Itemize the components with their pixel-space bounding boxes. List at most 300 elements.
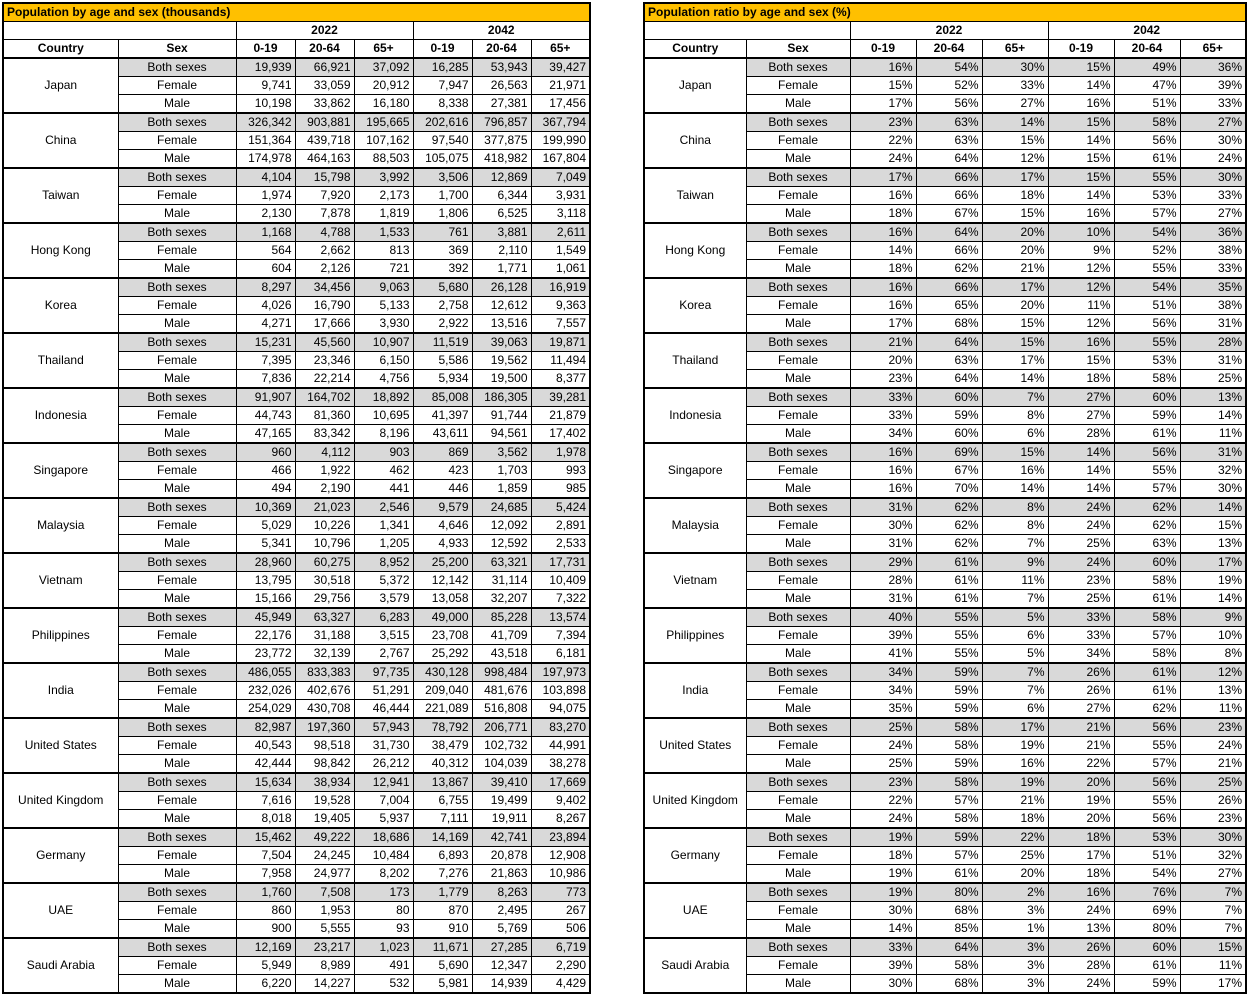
value-cell: 1,974 bbox=[236, 187, 295, 205]
sex-label-cell: Male bbox=[118, 920, 236, 939]
value-cell: 45,560 bbox=[295, 333, 354, 352]
value-cell: 33% bbox=[850, 938, 916, 957]
table-row bbox=[3, 608, 590, 627]
sex-label-cell: Both sexes bbox=[118, 663, 236, 682]
value-cell: 16% bbox=[1048, 883, 1114, 902]
value-cell: 761 bbox=[413, 223, 472, 242]
value-cell: 15% bbox=[1048, 168, 1114, 187]
value-cell: 5,680 bbox=[413, 278, 472, 297]
value-cell: 53,943 bbox=[472, 58, 531, 77]
value-cell: 26,128 bbox=[472, 278, 531, 297]
value-cell: 61% bbox=[916, 572, 982, 590]
value-cell: 25% bbox=[850, 718, 916, 737]
value-cell: 62% bbox=[1114, 700, 1180, 719]
value-cell: 25% bbox=[1180, 773, 1246, 792]
value-cell: 61% bbox=[1114, 957, 1180, 975]
value-cell: 993 bbox=[531, 462, 590, 480]
value-cell: 59% bbox=[1114, 975, 1180, 994]
sex-label-cell: Female bbox=[746, 737, 850, 755]
value-cell: 4,026 bbox=[236, 297, 295, 315]
value-cell: 15% bbox=[1048, 150, 1114, 169]
value-cell: 206,771 bbox=[472, 718, 531, 737]
table-row bbox=[3, 938, 590, 957]
value-cell: 98,842 bbox=[295, 755, 354, 774]
sex-column-header: Sex bbox=[118, 40, 236, 59]
value-cell: 16% bbox=[982, 462, 1048, 480]
value-cell: 18% bbox=[1048, 828, 1114, 847]
value-cell: 23% bbox=[1180, 718, 1246, 737]
value-cell: 51% bbox=[1114, 95, 1180, 114]
value-cell: 14% bbox=[982, 370, 1048, 389]
sex-label-cell: Both sexes bbox=[118, 333, 236, 352]
sex-label-cell: Female bbox=[746, 902, 850, 920]
value-cell: 26% bbox=[1180, 792, 1246, 810]
value-cell: 16% bbox=[850, 223, 916, 242]
value-cell: 25% bbox=[1180, 370, 1246, 389]
value-cell: 56% bbox=[1114, 132, 1180, 150]
sex-label-cell: Male bbox=[118, 755, 236, 774]
sex-label-cell: Both sexes bbox=[746, 938, 850, 957]
sex-label-cell: Female bbox=[746, 187, 850, 205]
value-cell: 59% bbox=[916, 700, 982, 719]
sex-label-cell: Male bbox=[746, 370, 850, 389]
value-cell: 7,557 bbox=[531, 315, 590, 334]
table-row bbox=[3, 718, 590, 737]
value-cell: 392 bbox=[413, 260, 472, 279]
age-group-header: 65+ bbox=[1180, 40, 1246, 59]
value-cell: 195,665 bbox=[354, 113, 413, 132]
value-cell: 232,026 bbox=[236, 682, 295, 700]
value-cell: 33% bbox=[1180, 260, 1246, 279]
value-cell: 7,616 bbox=[236, 792, 295, 810]
value-cell: 63% bbox=[1114, 535, 1180, 554]
sex-label-cell: Both sexes bbox=[118, 443, 236, 462]
value-cell: 15% bbox=[982, 443, 1048, 462]
value-cell: 33% bbox=[1048, 608, 1114, 627]
country-cell: Vietnam bbox=[644, 553, 746, 608]
value-cell: 12% bbox=[1180, 663, 1246, 682]
sex-label-cell: Both sexes bbox=[746, 718, 850, 737]
value-cell: 59% bbox=[916, 663, 982, 682]
value-cell: 22% bbox=[850, 132, 916, 150]
value-cell: 20% bbox=[982, 297, 1048, 315]
value-cell: 33% bbox=[1180, 187, 1246, 205]
value-cell: 51% bbox=[1114, 297, 1180, 315]
value-cell: 30% bbox=[1180, 480, 1246, 499]
value-cell: 11% bbox=[1180, 957, 1246, 975]
value-cell: 7% bbox=[982, 682, 1048, 700]
country-cell: Hong Kong bbox=[3, 223, 118, 278]
value-cell: 76% bbox=[1114, 883, 1180, 902]
country-cell: India bbox=[3, 663, 118, 718]
value-cell: 61% bbox=[916, 590, 982, 609]
value-cell: 12,612 bbox=[472, 297, 531, 315]
value-cell: 6,220 bbox=[236, 975, 295, 994]
value-cell: 28% bbox=[1048, 957, 1114, 975]
value-cell: 15,634 bbox=[236, 773, 295, 792]
value-cell: 33% bbox=[982, 77, 1048, 95]
value-cell: 80% bbox=[1114, 920, 1180, 939]
value-cell: 52% bbox=[916, 77, 982, 95]
sex-label-cell: Female bbox=[746, 792, 850, 810]
sex-label-cell: Both sexes bbox=[118, 168, 236, 187]
value-cell: 30% bbox=[1180, 132, 1246, 150]
value-cell: 19,500 bbox=[472, 370, 531, 389]
country-cell: Philippines bbox=[3, 608, 118, 663]
value-cell: 8,952 bbox=[354, 553, 413, 572]
value-cell: 10% bbox=[1048, 223, 1114, 242]
value-cell: 7% bbox=[982, 388, 1048, 407]
table-row bbox=[644, 938, 1246, 957]
value-cell: 30% bbox=[850, 975, 916, 994]
value-cell: 441 bbox=[354, 480, 413, 499]
value-cell: 10,796 bbox=[295, 535, 354, 554]
value-cell: 23% bbox=[850, 370, 916, 389]
value-cell: 57% bbox=[916, 792, 982, 810]
value-cell: 998,484 bbox=[472, 663, 531, 682]
value-cell: 8,377 bbox=[531, 370, 590, 389]
value-cell: 19% bbox=[850, 865, 916, 884]
value-cell: 56% bbox=[1114, 773, 1180, 792]
value-cell: 62% bbox=[916, 517, 982, 535]
value-cell: 2,533 bbox=[531, 535, 590, 554]
value-cell: 17% bbox=[850, 315, 916, 334]
value-cell: 423 bbox=[413, 462, 472, 480]
value-cell: 16,790 bbox=[295, 297, 354, 315]
value-cell: 65% bbox=[916, 297, 982, 315]
value-cell: 2,611 bbox=[531, 223, 590, 242]
value-cell: 55% bbox=[1114, 792, 1180, 810]
value-cell: 56% bbox=[1114, 810, 1180, 829]
sex-label-cell: Both sexes bbox=[746, 443, 850, 462]
value-cell: 28% bbox=[1048, 425, 1114, 444]
table-row bbox=[644, 553, 1246, 572]
value-cell: 2,922 bbox=[413, 315, 472, 334]
sex-label-cell: Both sexes bbox=[746, 498, 850, 517]
sex-label-cell: Male bbox=[746, 645, 850, 664]
value-cell: 38,479 bbox=[413, 737, 472, 755]
value-cell: 17% bbox=[982, 352, 1048, 370]
value-cell: 796,857 bbox=[472, 113, 531, 132]
value-cell: 24% bbox=[850, 150, 916, 169]
value-cell: 30% bbox=[982, 58, 1048, 77]
value-cell: 85,008 bbox=[413, 388, 472, 407]
value-cell: 21% bbox=[1048, 737, 1114, 755]
value-cell: 33% bbox=[1048, 627, 1114, 645]
value-cell: 1,771 bbox=[472, 260, 531, 279]
country-cell: Singapore bbox=[3, 443, 118, 498]
value-cell: 5,981 bbox=[413, 975, 472, 994]
value-cell: 21,023 bbox=[295, 498, 354, 517]
value-cell: 2,767 bbox=[354, 645, 413, 664]
value-cell: 10,369 bbox=[236, 498, 295, 517]
value-cell: 903 bbox=[354, 443, 413, 462]
value-cell: 1,061 bbox=[531, 260, 590, 279]
value-cell: 17,731 bbox=[531, 553, 590, 572]
value-cell: 21% bbox=[850, 333, 916, 352]
value-cell: 64% bbox=[916, 370, 982, 389]
value-cell: 61% bbox=[916, 865, 982, 884]
value-cell: 326,342 bbox=[236, 113, 295, 132]
value-cell: 24,977 bbox=[295, 865, 354, 884]
value-cell: 21% bbox=[982, 792, 1048, 810]
value-cell: 1,859 bbox=[472, 480, 531, 499]
sex-label-cell: Male bbox=[118, 425, 236, 444]
value-cell: 40,543 bbox=[236, 737, 295, 755]
value-cell: 8,196 bbox=[354, 425, 413, 444]
value-cell: 466 bbox=[236, 462, 295, 480]
sex-label-cell: Male bbox=[746, 700, 850, 719]
value-cell: 62% bbox=[916, 535, 982, 554]
sex-label-cell: Both sexes bbox=[118, 608, 236, 627]
sex-label-cell: Female bbox=[746, 352, 850, 370]
value-cell: 9,063 bbox=[354, 278, 413, 297]
sex-label-cell: Both sexes bbox=[118, 828, 236, 847]
value-cell: 439,718 bbox=[295, 132, 354, 150]
value-cell: 33,059 bbox=[295, 77, 354, 95]
value-cell: 53% bbox=[1114, 828, 1180, 847]
value-cell: 24% bbox=[1180, 150, 1246, 169]
sex-label-cell: Female bbox=[118, 132, 236, 150]
value-cell: 83,342 bbox=[295, 425, 354, 444]
sex-label-cell: Both sexes bbox=[746, 333, 850, 352]
country-cell: Malaysia bbox=[644, 498, 746, 553]
sex-label-cell: Both sexes bbox=[118, 278, 236, 297]
value-cell: 59% bbox=[916, 755, 982, 774]
value-cell: 30,518 bbox=[295, 572, 354, 590]
value-cell: 12,592 bbox=[472, 535, 531, 554]
value-cell: 83,270 bbox=[531, 718, 590, 737]
value-cell: 63% bbox=[916, 132, 982, 150]
value-cell: 24,685 bbox=[472, 498, 531, 517]
sex-label-cell: Male bbox=[746, 975, 850, 994]
value-cell: 446 bbox=[413, 480, 472, 499]
value-cell: 16,285 bbox=[413, 58, 472, 77]
value-cell: 833,383 bbox=[295, 663, 354, 682]
country-cell: United States bbox=[3, 718, 118, 773]
sex-label-cell: Both sexes bbox=[118, 223, 236, 242]
table-title: Population ratio by age and sex (%) bbox=[644, 3, 1246, 22]
value-cell: 14% bbox=[1048, 443, 1114, 462]
value-cell: 39,063 bbox=[472, 333, 531, 352]
value-cell: 12% bbox=[982, 150, 1048, 169]
value-cell: 64% bbox=[916, 150, 982, 169]
value-cell: 19% bbox=[982, 737, 1048, 755]
sex-label-cell: Both sexes bbox=[746, 388, 850, 407]
value-cell: 13% bbox=[1048, 920, 1114, 939]
value-cell: 23% bbox=[850, 773, 916, 792]
value-cell: 26,563 bbox=[472, 77, 531, 95]
value-cell: 25% bbox=[1048, 590, 1114, 609]
value-cell: 7,958 bbox=[236, 865, 295, 884]
value-cell: 94,075 bbox=[531, 700, 590, 719]
sex-label-cell: Both sexes bbox=[746, 663, 850, 682]
value-cell: 23,217 bbox=[295, 938, 354, 957]
sex-label-cell: Male bbox=[118, 810, 236, 829]
value-cell: 39% bbox=[850, 627, 916, 645]
value-cell: 16% bbox=[850, 58, 916, 77]
value-cell: 25% bbox=[1048, 535, 1114, 554]
sex-label-cell: Female bbox=[118, 517, 236, 535]
sex-label-cell: Male bbox=[118, 95, 236, 114]
value-cell: 13,795 bbox=[236, 572, 295, 590]
value-cell: 8% bbox=[982, 498, 1048, 517]
value-cell: 39% bbox=[850, 957, 916, 975]
value-cell: 418,982 bbox=[472, 150, 531, 169]
value-cell: 1,205 bbox=[354, 535, 413, 554]
country-cell: China bbox=[644, 113, 746, 168]
value-cell: 491 bbox=[354, 957, 413, 975]
value-cell: 56% bbox=[916, 95, 982, 114]
value-cell: 55% bbox=[916, 627, 982, 645]
value-cell: 14% bbox=[1048, 462, 1114, 480]
value-cell: 9,402 bbox=[531, 792, 590, 810]
value-cell: 66% bbox=[916, 278, 982, 297]
value-cell: 6,344 bbox=[472, 187, 531, 205]
country-cell: Germany bbox=[644, 828, 746, 883]
value-cell: 19% bbox=[850, 828, 916, 847]
value-cell: 10,409 bbox=[531, 572, 590, 590]
value-cell: 202,616 bbox=[413, 113, 472, 132]
value-cell: 12,347 bbox=[472, 957, 531, 975]
value-cell: 31% bbox=[850, 535, 916, 554]
value-cell: 8% bbox=[1180, 645, 1246, 664]
value-cell: 16% bbox=[850, 443, 916, 462]
value-cell: 31% bbox=[1180, 315, 1246, 334]
value-cell: 68% bbox=[916, 902, 982, 920]
value-cell: 7,322 bbox=[531, 590, 590, 609]
country-cell: Korea bbox=[644, 278, 746, 333]
value-cell: 43,518 bbox=[472, 645, 531, 664]
value-cell: 33% bbox=[850, 407, 916, 425]
table-row bbox=[644, 278, 1246, 297]
value-cell: 10,484 bbox=[354, 847, 413, 865]
value-cell: 7% bbox=[1180, 902, 1246, 920]
value-cell: 7,049 bbox=[531, 168, 590, 187]
value-cell: 54% bbox=[1114, 278, 1180, 297]
sex-label-cell: Both sexes bbox=[746, 168, 850, 187]
value-cell: 27% bbox=[982, 95, 1048, 114]
value-cell: 494 bbox=[236, 480, 295, 499]
value-cell: 66% bbox=[916, 187, 982, 205]
value-cell: 19,562 bbox=[472, 352, 531, 370]
sex-label-cell: Male bbox=[118, 480, 236, 499]
value-cell: 67% bbox=[916, 462, 982, 480]
value-cell: 30% bbox=[850, 902, 916, 920]
value-cell: 14% bbox=[850, 920, 916, 939]
value-cell: 8,202 bbox=[354, 865, 413, 884]
table-row bbox=[3, 388, 590, 407]
country-cell: Vietnam bbox=[3, 553, 118, 608]
table-row bbox=[644, 113, 1246, 132]
value-cell: 58% bbox=[916, 957, 982, 975]
value-cell: 5% bbox=[982, 608, 1048, 627]
value-cell: 1,700 bbox=[413, 187, 472, 205]
value-cell: 17,669 bbox=[531, 773, 590, 792]
value-cell: 267 bbox=[531, 902, 590, 920]
value-cell: 34% bbox=[850, 425, 916, 444]
value-cell: 721 bbox=[354, 260, 413, 279]
value-cell: 59% bbox=[1114, 407, 1180, 425]
value-cell: 209,040 bbox=[413, 682, 472, 700]
value-cell: 30% bbox=[1180, 828, 1246, 847]
value-cell: 8,018 bbox=[236, 810, 295, 829]
value-cell: 8,989 bbox=[295, 957, 354, 975]
value-cell: 24% bbox=[1048, 517, 1114, 535]
value-cell: 54% bbox=[1114, 223, 1180, 242]
value-cell: 40,312 bbox=[413, 755, 472, 774]
value-cell: 57,943 bbox=[354, 718, 413, 737]
value-cell: 55% bbox=[1114, 260, 1180, 279]
value-cell: 20% bbox=[982, 865, 1048, 884]
value-cell: 32% bbox=[1180, 462, 1246, 480]
value-cell: 18% bbox=[982, 187, 1048, 205]
sex-label-cell: Female bbox=[118, 792, 236, 810]
value-cell: 17,666 bbox=[295, 315, 354, 334]
value-cell: 59% bbox=[916, 828, 982, 847]
table-row bbox=[3, 443, 590, 462]
age-group-header: 20-64 bbox=[472, 40, 531, 59]
table-row bbox=[644, 223, 1246, 242]
value-cell: 2,891 bbox=[531, 517, 590, 535]
value-cell: 17,402 bbox=[531, 425, 590, 444]
value-cell: 14% bbox=[1048, 77, 1114, 95]
value-cell: 16% bbox=[850, 480, 916, 499]
value-cell: 464,163 bbox=[295, 150, 354, 169]
value-cell: 7,920 bbox=[295, 187, 354, 205]
value-cell: 4,112 bbox=[295, 443, 354, 462]
value-cell: 31% bbox=[1180, 352, 1246, 370]
value-cell: 13,516 bbox=[472, 315, 531, 334]
value-cell: 16% bbox=[1048, 333, 1114, 352]
value-cell: 29,756 bbox=[295, 590, 354, 609]
table-row bbox=[3, 168, 590, 187]
value-cell: 27,285 bbox=[472, 938, 531, 957]
age-group-header: 20-64 bbox=[295, 40, 354, 59]
value-cell: 9,363 bbox=[531, 297, 590, 315]
value-cell: 47,165 bbox=[236, 425, 295, 444]
country-cell: Malaysia bbox=[3, 498, 118, 553]
value-cell: 21% bbox=[1180, 755, 1246, 774]
value-cell: 103,898 bbox=[531, 682, 590, 700]
value-cell: 91,744 bbox=[472, 407, 531, 425]
value-cell: 44,743 bbox=[236, 407, 295, 425]
table-row bbox=[3, 113, 590, 132]
value-cell: 16,180 bbox=[354, 95, 413, 114]
sex-label-cell: Both sexes bbox=[118, 58, 236, 77]
value-cell: 27% bbox=[1180, 113, 1246, 132]
value-cell: 10,986 bbox=[531, 865, 590, 884]
value-cell: 19% bbox=[982, 773, 1048, 792]
value-cell: 52% bbox=[1114, 242, 1180, 260]
value-cell: 23,894 bbox=[531, 828, 590, 847]
value-cell: 481,676 bbox=[472, 682, 531, 700]
value-cell: 24% bbox=[1048, 975, 1114, 994]
value-cell: 32,139 bbox=[295, 645, 354, 664]
value-cell: 62% bbox=[916, 498, 982, 517]
table-row bbox=[3, 278, 590, 297]
value-cell: 20% bbox=[850, 352, 916, 370]
sex-label-cell: Female bbox=[118, 957, 236, 975]
value-cell: 60% bbox=[1114, 938, 1180, 957]
value-cell: 254,029 bbox=[236, 700, 295, 719]
sex-label-cell: Female bbox=[118, 737, 236, 755]
value-cell: 7% bbox=[982, 590, 1048, 609]
sex-label-cell: Both sexes bbox=[746, 113, 850, 132]
sex-label-cell: Female bbox=[746, 407, 850, 425]
value-cell: 24,245 bbox=[295, 847, 354, 865]
value-cell: 85% bbox=[916, 920, 982, 939]
